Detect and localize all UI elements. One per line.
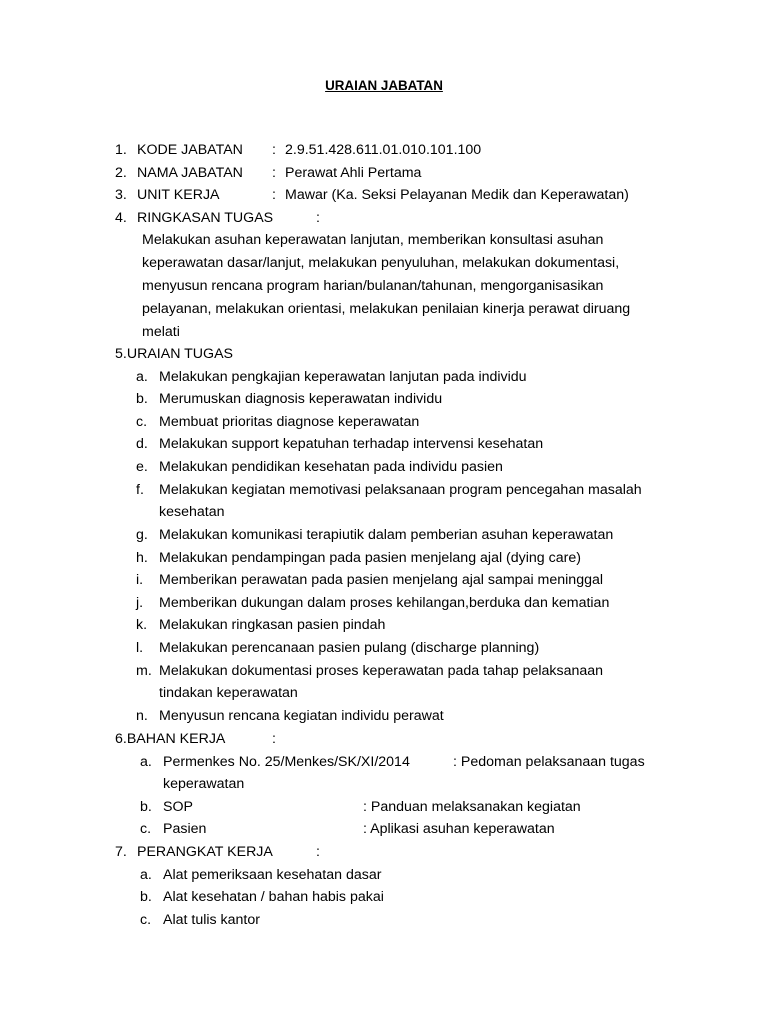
list-letter: d. [136,436,148,452]
section-5-heading: 5.URAIAN TUGAS [115,346,233,362]
section-number: 7. [115,844,127,860]
material-continuation: keperawatan [163,776,245,792]
list-letter: a. [140,754,152,770]
material-name: Pasien [163,821,207,837]
list-letter: f. [136,482,144,498]
field-colon: : [272,165,276,181]
list-letter: c. [140,821,152,837]
field-label: UNIT KERJA [137,187,220,203]
section-colon: : [316,844,320,860]
material-description: : Pedoman pelaksanaan tugas [453,754,645,770]
summary-line: keperawatan dasar/lanjut, melakukan penyuluhan, melakukan dokumentasi, [142,255,620,271]
material-description: : Aplikasi asuhan keperawatan [363,821,555,837]
field-number: 4. [115,210,127,226]
list-letter: c. [136,414,148,430]
list-item: Melakukan dokumentasi proses keperawatan pada tahap pelaksanaan [159,663,604,679]
list-letter: b. [140,799,152,815]
field-label: RINGKASAN TUGAS [137,210,274,226]
list-item: Memberikan dukungan dalam proses kehilangan,berduka dan kematian [159,595,610,611]
field-value: Mawar (Ka. Seksi Pelayanan Medik dan Keperawatan) [285,187,629,203]
field-label: KODE JABATAN [137,142,243,158]
list-item: Melakukan ringkasan pasien pindah [159,617,386,633]
list-letter: c. [140,912,152,928]
list-letter: a. [140,867,152,883]
field-value: Perawat Ahli Pertama [285,165,422,181]
list-item: Melakukan kegiatan memotivasi pelaksanaan program pencegahan masalah [159,482,642,498]
field-label: NAMA JABATAN [137,165,243,181]
summary-line: Melakukan asuhan keperawatan lanjutan, memberikan konsultasi asuhan [142,232,604,248]
list-letter: b. [140,889,152,905]
list-item-continuation: tindakan keperawatan [159,685,298,701]
list-item: Alat pemeriksaan kesehatan dasar [163,867,382,883]
summary-line: melati [142,324,180,340]
material-name: Permenkes No. 25/Menkes/SK/XI/2014 [163,754,410,770]
material-name: SOP [163,799,193,815]
section-7-heading: PERANGKAT KERJA [137,844,273,860]
list-item-continuation: kesehatan [159,504,225,520]
list-letter: b. [136,391,148,407]
list-item: Alat kesehatan / bahan habis pakai [163,889,384,905]
list-letter: e. [136,459,148,475]
list-item: Melakukan perencanaan pasien pulang (discharge planning) [159,640,540,656]
field-value: 2.9.51.428.611.01.010.101.100 [285,142,482,158]
list-letter: n. [136,708,148,724]
list-item: Alat tulis kantor [163,912,260,928]
list-letter: k. [136,617,148,633]
material-description: : Panduan melaksanakan kegiatan [363,799,581,815]
list-item: Melakukan pendidikan kesehatan pada individu pasien [159,459,503,475]
list-letter: a. [136,369,148,385]
list-item: Melakukan pengkajian keperawatan lanjutan pada individu [159,369,527,385]
list-letter: h. [136,550,148,566]
field-number: 1. [115,142,127,158]
summary-line: pelayanan, melakukan orientasi, melakukan penilaian kinerja perawat diruang [142,301,631,317]
list-letter: l. [136,640,144,656]
list-item: Merumuskan diagnosis keperawatan individu [159,391,443,407]
field-colon: : [272,142,276,158]
page-title: URAIAN JABATAN [325,78,443,93]
summary-line: menyusun rencana program harian/bulanan/tahunan, mengorganisasikan [142,278,604,294]
list-item: Menyusun rencana kegiatan individu perawat [159,708,444,724]
list-item: Melakukan support kepatuhan terhadap intervensi kesehatan [159,436,544,452]
list-item: Melakukan pendampingan pada pasien menjelang ajal (dying care) [159,550,581,566]
section-colon: : [272,731,276,747]
list-letter: i. [136,572,144,588]
list-letter: m. [136,663,152,679]
field-number: 2. [115,165,127,181]
list-item: Melakukan komunikasi terapiutik dalam pemberian asuhan keperawatan [159,527,614,543]
list-letter: g. [136,527,148,543]
field-number: 3. [115,187,127,203]
list-item: Membuat prioritas diagnose keperawatan [159,414,420,430]
list-letter: j. [136,595,144,611]
field-colon: : [272,187,276,203]
field-colon: : [316,210,320,226]
list-item: Memberikan perawatan pada pasien menjelang ajal sampai meninggal [159,572,604,588]
section-6-heading: 6.BAHAN KERJA [115,731,226,747]
